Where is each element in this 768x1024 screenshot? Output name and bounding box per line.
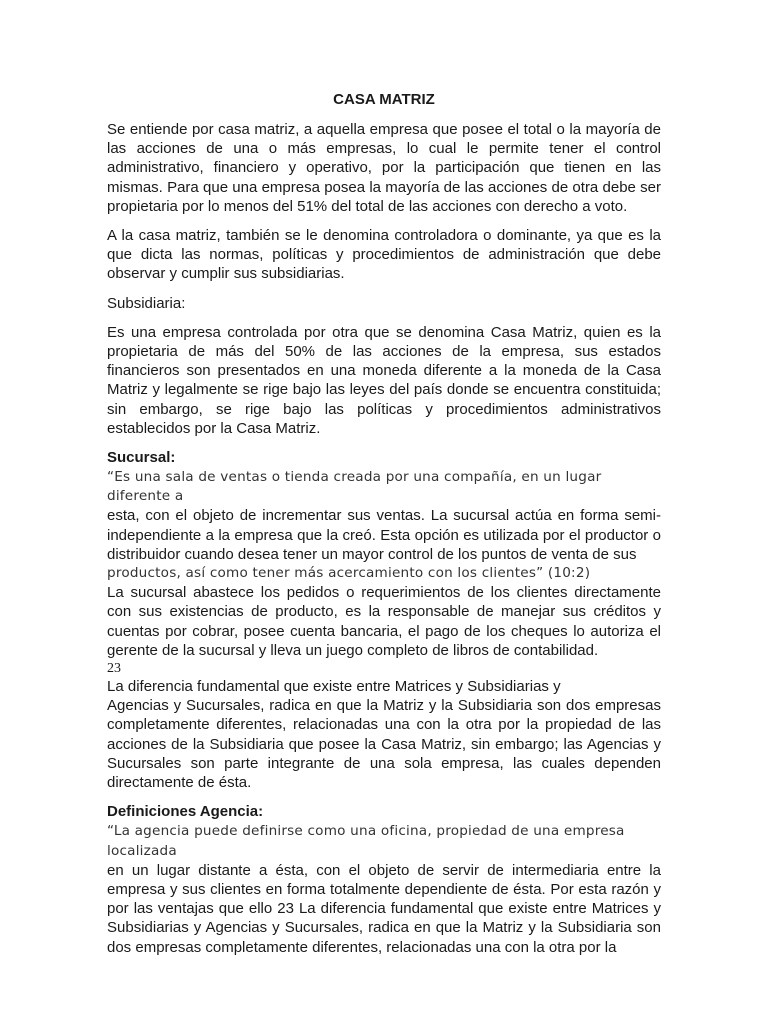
paragraph-agencia-definition: en un lugar distante a ésta, con el objeto de servir de intermediaria entre la empresa y sus clientes en forma totalmente dependiente de ésta. Por esta razón y por las ventajas que ello 23 La diferencia fundamental que existe entre Matrices y Subsidiarias y Agencias y Sucursales, radica en que la Matriz y la Subsidiaria son dos empresas completamente diferentes, relacionadas una con la otra por la <box>107 861 661 956</box>
paragraph-sucursal-abastece: La sucursal abastece los pedidos o requerimientos de los clientes directamente con sus existencias de producto, es la responsable de manejar sus créditos y cuentas por cobrar, posee cuenta bancaria, el pago de los cheques lo autoriza el gerente de la sucursal y lleva un juego completo de libros de contabilidad. <box>107 584 661 659</box>
document-title: CASA MATRIZ <box>333 91 435 108</box>
agencia-quote-line-1: “La agencia puede definirse como una oficina, propiedad de una empresa localizada <box>107 823 625 859</box>
heading-sucursal: Sucursal: <box>107 449 176 467</box>
paragraph-casa-matriz-definition: Se entiende por casa matriz, a aquella empresa que posee el total o la mayoría de las acciones de una o más empresas, lo cual le permite tener el control administrativo, financiero y operativo, por la participación que tienen en las mismas. Para que una empresa posea la mayoría de las acciones de otra debe ser propietaria por lo menos del 51% del total de las acciones con derecho a voto. <box>107 121 661 215</box>
paragraph-casa-matriz-controladora: A la casa matriz, también se le denomina controladora o dominante, ya que es la que dicta las normas, políticas y procedimientos de administración que debe observar y cumplir sus subsidiarias. <box>107 227 661 283</box>
subsidiaria-label: Subsidiaria: <box>107 294 186 312</box>
heading-definiciones-agencia: Definiciones Agencia: <box>107 803 264 821</box>
sucursal-quote-end: productos, así como tener más acercamiento con los clientes” (10:2) <box>107 565 591 582</box>
diferencia-first-line: La diferencia fundamental que existe entre Matrices y Subsidiarias y <box>107 678 561 696</box>
paragraph-subsidiaria-definition: Es una empresa controlada por otra que se denomina Casa Matriz, quien es la propietaria de más del 50% de las acciones de la empresa, sus estados financieros son presentados en una moneda diferente a la moneda de la Casa Matriz y legalmente se rige bajo las leyes del país donde se encuentra constituida; sin embargo, se rige bajo las políticas y procedimientos administrativos establecidos por la Casa Matriz. <box>107 323 661 437</box>
paragraph-diferencia-fundamental: Agencias y Sucursales, radica en que la Matriz y la Subsidiaria son dos empresas completamente diferentes, relacionadas una con la otra por la propiedad de las acciones de la Subsidiaria que posee la Casa Matriz, sin embargo; las Agencias y Sucursales son parte integrante de una sola empresa, las cuales dependen directamente de ésta. <box>107 697 661 792</box>
page-number: 23 <box>107 661 121 677</box>
sucursal-quote-line-1: “Es una sala de ventas o tienda creada por una compañía, en un lugar diferente a <box>107 469 602 505</box>
sucursal-quote-body: esta, con el objeto de incrementar sus ventas. La sucursal actúa en forma semi-independiente a la empresa que la creó. Esta opción es utilizada por el productor o distribuidor cuando desea tener un mayor control de los puntos de venta de sus <box>107 507 661 563</box>
